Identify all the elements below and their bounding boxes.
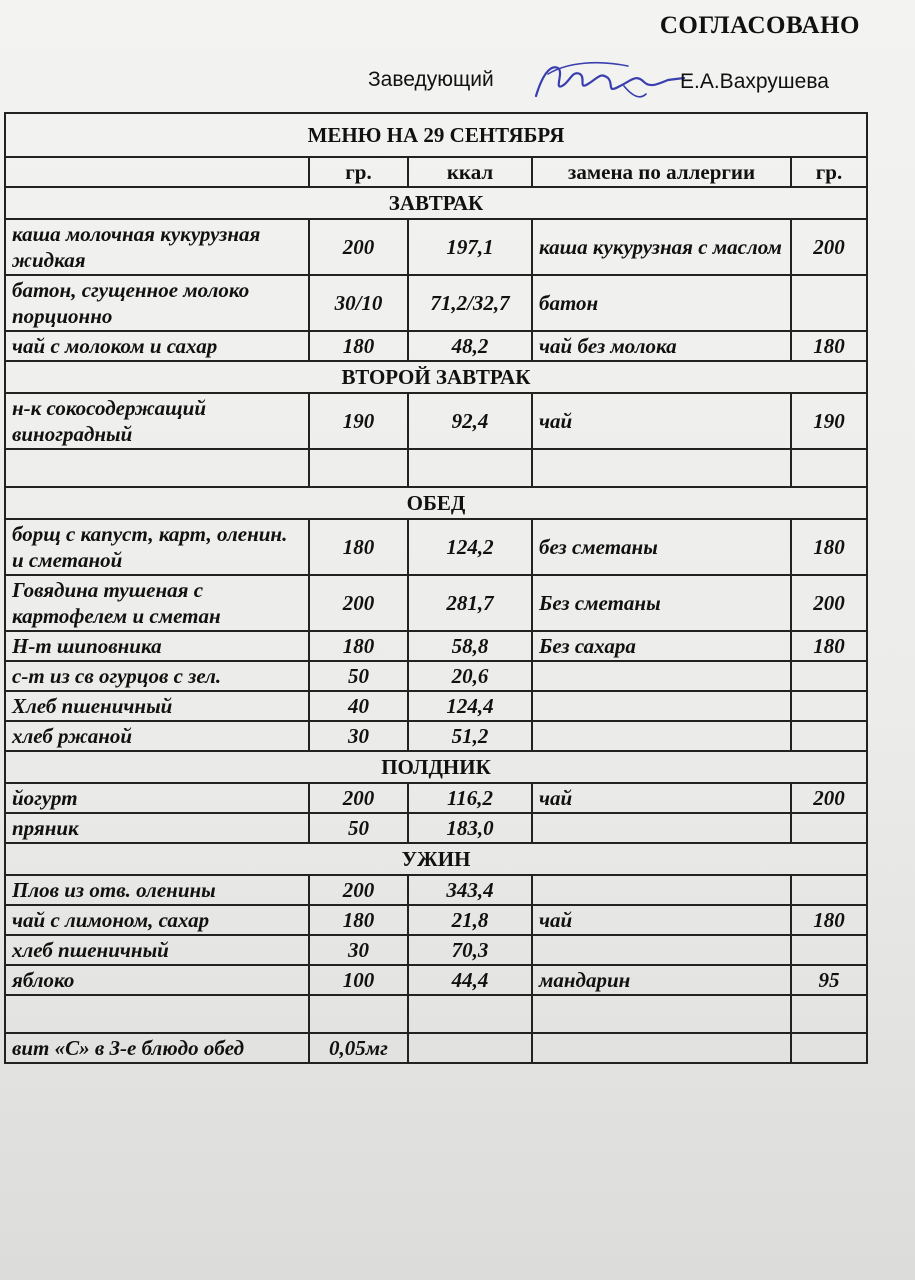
dish-name: борщ с капуст, карт, оленин. и сметаной <box>5 519 309 575</box>
dish-kcal: 71,2/32,7 <box>408 275 532 331</box>
dish-name: Хлеб пшеничный <box>5 691 309 721</box>
dish-kcal: 51,2 <box>408 721 532 751</box>
dish-kcal: 44,4 <box>408 965 532 995</box>
substitute-grams <box>791 721 867 751</box>
dish-kcal: 183,0 <box>408 813 532 843</box>
substitute-grams: 180 <box>791 519 867 575</box>
column-header-dish <box>5 157 309 187</box>
substitute-dish <box>532 721 791 751</box>
table-row <box>5 783 867 813</box>
substitute-dish <box>532 995 791 1033</box>
dish-grams: 30/10 <box>309 275 408 331</box>
substitute-grams <box>791 875 867 905</box>
dish-grams: 200 <box>309 783 408 813</box>
section-row-lunch <box>5 487 867 519</box>
substitute-grams <box>791 275 867 331</box>
dish-name: хлеб ржаной <box>5 721 309 751</box>
column-header-grams: гр. <box>309 157 408 187</box>
dish-kcal <box>408 1033 532 1063</box>
section-heading: ЗАВТРАК <box>5 187 867 219</box>
substitute-grams: 200 <box>791 575 867 631</box>
substitute-dish: без сметаны <box>532 519 791 575</box>
approval-stamp-text: СОГЛАСОВАНО <box>659 12 860 39</box>
menu-table <box>4 112 868 1064</box>
substitute-dish <box>532 1033 791 1063</box>
dish-grams <box>309 449 408 487</box>
dish-name <box>5 449 309 487</box>
substitute-dish: каша кукурузная с маслом <box>532 219 791 275</box>
table-row <box>5 995 867 1033</box>
section-row-breakfast <box>5 187 867 219</box>
table-row <box>5 965 867 995</box>
section-heading: УЖИН <box>5 843 867 875</box>
substitute-grams <box>791 813 867 843</box>
dish-name: Н-т шиповника <box>5 631 309 661</box>
substitute-grams: 180 <box>791 905 867 935</box>
dish-kcal: 58,8 <box>408 631 532 661</box>
dish-grams: 40 <box>309 691 408 721</box>
table-row <box>5 631 867 661</box>
dish-name: н-к сокосодержащий виноградный <box>5 393 309 449</box>
substitute-dish <box>532 875 791 905</box>
table-row <box>5 935 867 965</box>
dish-kcal: 124,2 <box>408 519 532 575</box>
dish-kcal: 20,6 <box>408 661 532 691</box>
column-header-row <box>5 157 867 187</box>
dish-grams <box>309 995 408 1033</box>
section-heading: ПОЛДНИК <box>5 751 867 783</box>
substitute-grams <box>791 661 867 691</box>
dish-name: хлеб пшеничный <box>5 935 309 965</box>
substitute-dish <box>532 449 791 487</box>
dish-name: Плов из отв. оленины <box>5 875 309 905</box>
dish-name: яблоко <box>5 965 309 995</box>
dish-kcal: 343,4 <box>408 875 532 905</box>
dish-grams: 100 <box>309 965 408 995</box>
dish-kcal: 116,2 <box>408 783 532 813</box>
substitute-dish: чай <box>532 393 791 449</box>
table-row <box>5 905 867 935</box>
dish-grams: 200 <box>309 875 408 905</box>
table-row <box>5 721 867 751</box>
substitute-dish: батон <box>532 275 791 331</box>
substitute-grams: 180 <box>791 331 867 361</box>
dish-kcal <box>408 995 532 1033</box>
dish-kcal: 21,8 <box>408 905 532 935</box>
table-row <box>5 691 867 721</box>
dish-kcal: 92,4 <box>408 393 532 449</box>
dish-name: батон, сгущенное молоко порционно <box>5 275 309 331</box>
section-row-dinner <box>5 843 867 875</box>
table-row <box>5 449 867 487</box>
signatory-position: Заведующий <box>368 68 494 91</box>
approval-signature-line <box>368 66 868 102</box>
dish-grams: 180 <box>309 631 408 661</box>
substitute-dish: чай без молока <box>532 331 791 361</box>
substitute-grams: 95 <box>791 965 867 995</box>
substitute-grams <box>791 1033 867 1063</box>
dish-grams: 180 <box>309 905 408 935</box>
table-row <box>5 661 867 691</box>
dish-kcal <box>408 449 532 487</box>
substitute-dish <box>532 813 791 843</box>
dish-name <box>5 995 309 1033</box>
section-heading: ВТОРОЙ ЗАВТРАК <box>5 361 867 393</box>
substitute-dish: Без сахара <box>532 631 791 661</box>
section-row-second-breakfast <box>5 361 867 393</box>
handwritten-signature <box>528 56 688 104</box>
dish-grams: 190 <box>309 393 408 449</box>
dish-name: пряник <box>5 813 309 843</box>
column-header-kcal: ккал <box>408 157 532 187</box>
dish-grams: 0,05мг <box>309 1033 408 1063</box>
dish-grams: 30 <box>309 935 408 965</box>
table-row <box>5 813 867 843</box>
dish-kcal: 70,3 <box>408 935 532 965</box>
table-row <box>5 875 867 905</box>
substitute-dish <box>532 661 791 691</box>
dish-grams: 180 <box>309 331 408 361</box>
dish-kcal: 197,1 <box>408 219 532 275</box>
column-header-substitute-grams: гр. <box>791 157 867 187</box>
dish-kcal: 124,4 <box>408 691 532 721</box>
dish-grams: 180 <box>309 519 408 575</box>
section-heading: ОБЕД <box>5 487 867 519</box>
substitute-grams: 190 <box>791 393 867 449</box>
substitute-dish <box>532 691 791 721</box>
table-row <box>5 393 867 449</box>
table-row <box>5 575 867 631</box>
dish-grams: 50 <box>309 813 408 843</box>
dish-grams: 50 <box>309 661 408 691</box>
dish-name: с-т из св огурцов с зел. <box>5 661 309 691</box>
substitute-dish: чай <box>532 905 791 935</box>
dish-name: чай с молоком и сахар <box>5 331 309 361</box>
dish-grams: 200 <box>309 219 408 275</box>
substitute-dish: мандарин <box>532 965 791 995</box>
dish-name: Говядина тушеная с картофелем и сметан <box>5 575 309 631</box>
table-row <box>5 331 867 361</box>
dish-kcal: 48,2 <box>408 331 532 361</box>
table-row <box>5 1033 867 1063</box>
column-header-allergy-substitute: замена по аллергии <box>532 157 791 187</box>
table-row <box>5 275 867 331</box>
dish-name: йогурт <box>5 783 309 813</box>
substitute-grams: 200 <box>791 219 867 275</box>
substitute-grams: 180 <box>791 631 867 661</box>
dish-grams: 30 <box>309 721 408 751</box>
signatory-name: Е.А.Вахрушева <box>680 70 829 93</box>
substitute-dish: Без сметаны <box>532 575 791 631</box>
substitute-grams <box>791 449 867 487</box>
dish-name: чай с лимоном, сахар <box>5 905 309 935</box>
section-row-snack <box>5 751 867 783</box>
dish-kcal: 281,7 <box>408 575 532 631</box>
substitute-grams <box>791 935 867 965</box>
approval-header <box>660 12 860 40</box>
menu-title: МЕНЮ НА 29 СЕНТЯБРЯ <box>5 113 867 157</box>
substitute-grams <box>791 995 867 1033</box>
table-title-row <box>5 113 867 157</box>
dish-grams: 200 <box>309 575 408 631</box>
table-row <box>5 519 867 575</box>
substitute-grams <box>791 691 867 721</box>
substitute-dish <box>532 935 791 965</box>
table-row <box>5 219 867 275</box>
dish-name: вит «С» в 3-е блюдо обед <box>5 1033 309 1063</box>
substitute-grams: 200 <box>791 783 867 813</box>
substitute-dish: чай <box>532 783 791 813</box>
dish-name: каша молочная кукурузная жидкая <box>5 219 309 275</box>
